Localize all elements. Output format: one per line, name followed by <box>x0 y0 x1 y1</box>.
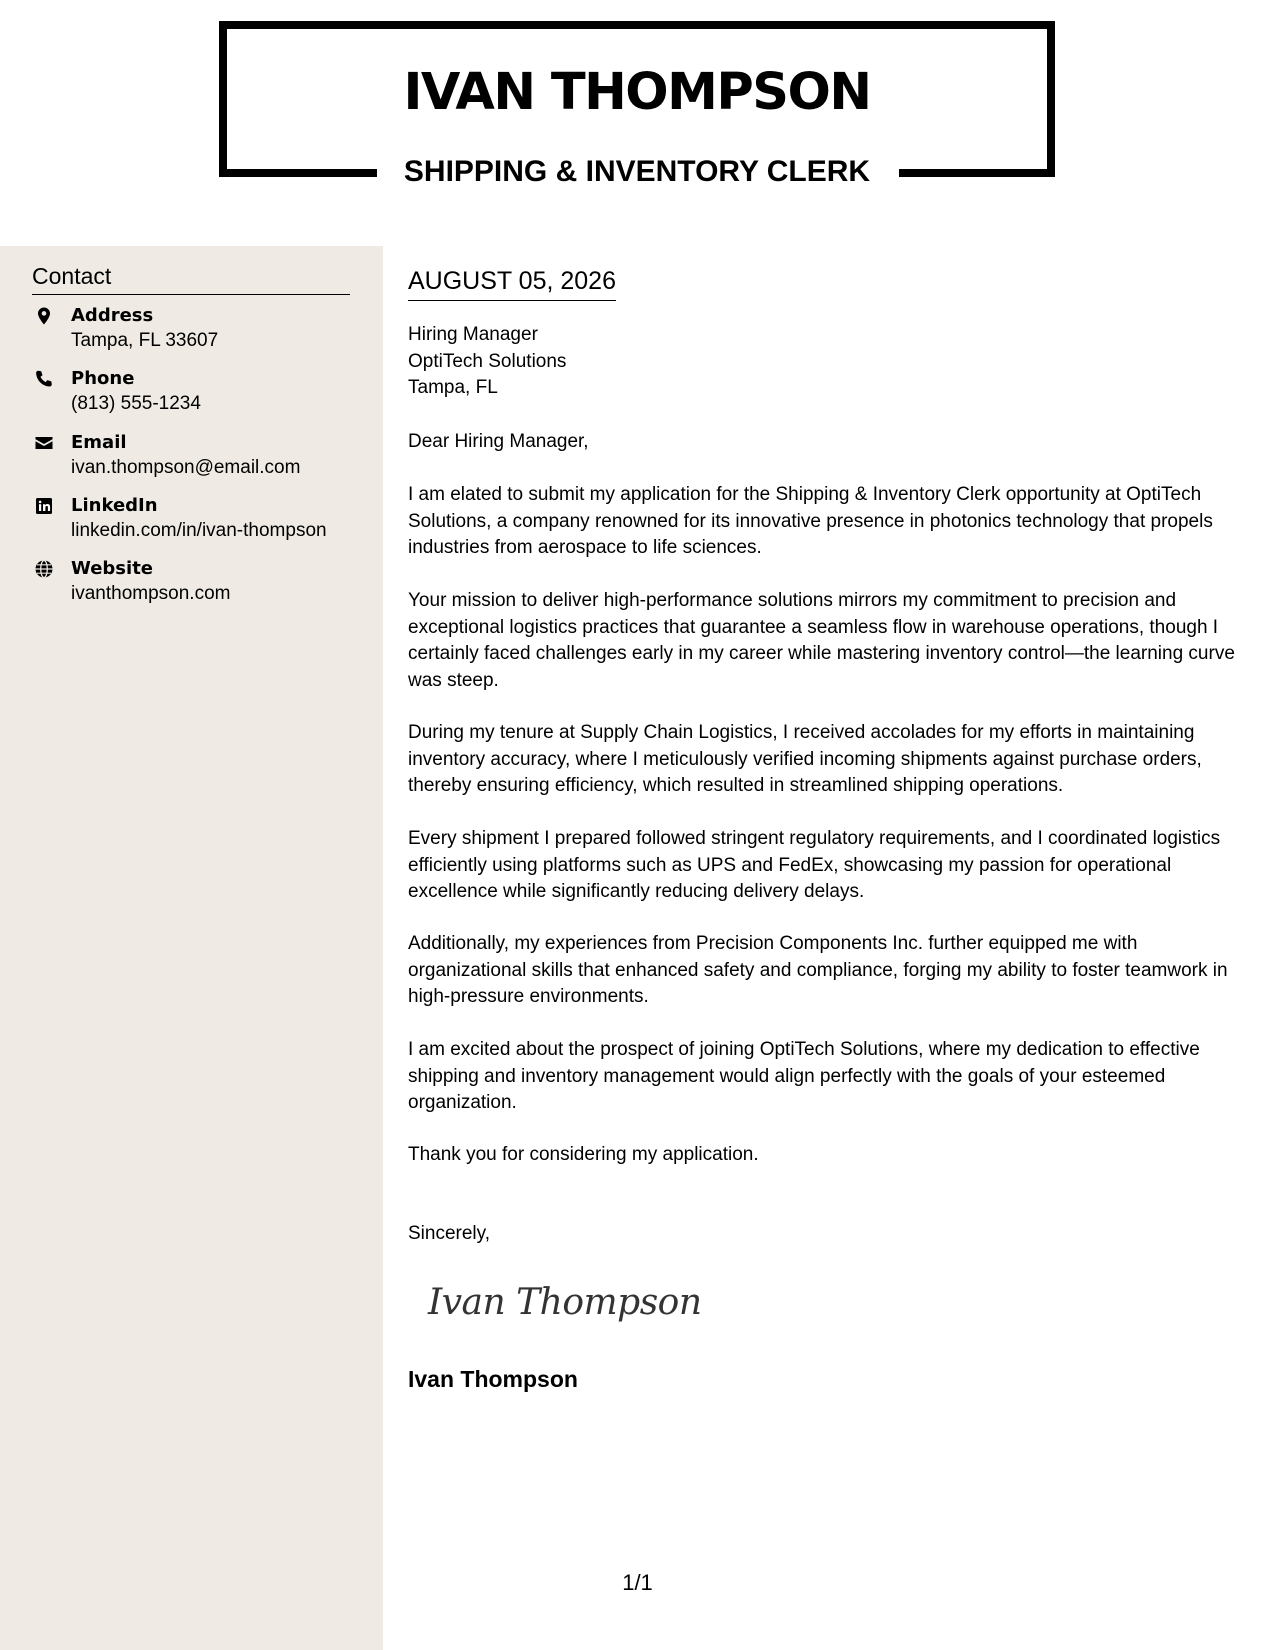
page-number: 1/1 <box>622 1570 653 1595</box>
body-paragraph: Your mission to deliver high-performance solutions mirrors my commitment to precision and exceptional logistics practices that guarantee a seamless flow in warehouse operations, though I certainly faced challenges early in my career while mastering inventory control—the learning curve was steep. <box>408 590 1235 691</box>
recipient-company: OptiTech Solutions <box>408 350 567 372</box>
svg-text:Ivan Thompson: Ivan Thompson <box>428 1282 702 1323</box>
contact-label: Website <box>71 558 154 579</box>
contact-label: Phone <box>71 368 135 389</box>
globe-icon <box>34 559 54 579</box>
letter-date: AUGUST 05, 2026 <box>408 264 616 301</box>
applicant-name: IVAN THOMPSON <box>403 63 871 122</box>
phone-value: (813) 555-1234 <box>71 393 201 414</box>
recipient-location: Tampa, FL <box>408 377 498 398</box>
website-value: ivanthompson.com <box>71 583 231 604</box>
email-value: ivan.thompson@email.com <box>71 457 301 478</box>
salutation: Dear Hiring Manager, <box>408 431 589 452</box>
recipient-title: Hiring Manager <box>408 324 538 345</box>
contact-label: Email <box>71 432 127 453</box>
phone-icon <box>34 369 54 389</box>
recipient-block <box>408 322 566 402</box>
contact-label: Address <box>71 305 154 326</box>
body-paragraph: I am excited about the prospect of joining OptiTech Solutions, where my dedication to effective shipping and inventory management would align perfectly with the goals of your esteemed organization. <box>408 1039 1200 1113</box>
body-paragraph: I am elated to submit my application for the Shipping & Inventory Clerk opportunity at OptiTech Solutions, a company renowned for its innovative presence in photonics technology that propels industries from aerospace to life sciences. <box>408 484 1213 558</box>
address-value: Tampa, FL 33607 <box>71 330 219 351</box>
job-title: SHIPPING & INVENTORY CLERK <box>403 155 871 188</box>
linkedin-icon <box>34 496 54 516</box>
contact-label: LinkedIn <box>71 495 158 516</box>
envelope-icon <box>34 433 54 453</box>
signer-name: Ivan Thompson <box>408 1366 578 1392</box>
linkedin-value: linkedin.com/in/ivan-thompson <box>71 520 327 541</box>
map-pin-icon <box>34 306 54 326</box>
body-paragraph: Every shipment I prepared followed stringent regulatory requirements, and I coordinated logistics efficiently using platforms such as UPS and FedEx, showcasing my passion for operational excellence while significantly reducing delivery delays. <box>408 828 1221 902</box>
closing: Sincerely, <box>408 1223 491 1244</box>
body-paragraph: During my tenure at Supply Chain Logistics, I received accolades for my efforts in maintaining inventory accuracy, where I meticulously verified incoming shipments against purchase orders, thereby ensuring efficiency, which resulted in streamlined shipping operations. <box>408 722 1202 796</box>
closing-thanks: Thank you for considering my application. <box>408 1144 759 1165</box>
body-paragraph: Additionally, my experiences from Precision Components Inc. further equipped me with organizational skills that enhanced safety and compliance, forging my ability to foster teamwork in high-pressure environments. <box>408 933 1228 1007</box>
handwritten-signature <box>424 1270 702 1330</box>
contact-heading: Contact <box>32 260 350 295</box>
